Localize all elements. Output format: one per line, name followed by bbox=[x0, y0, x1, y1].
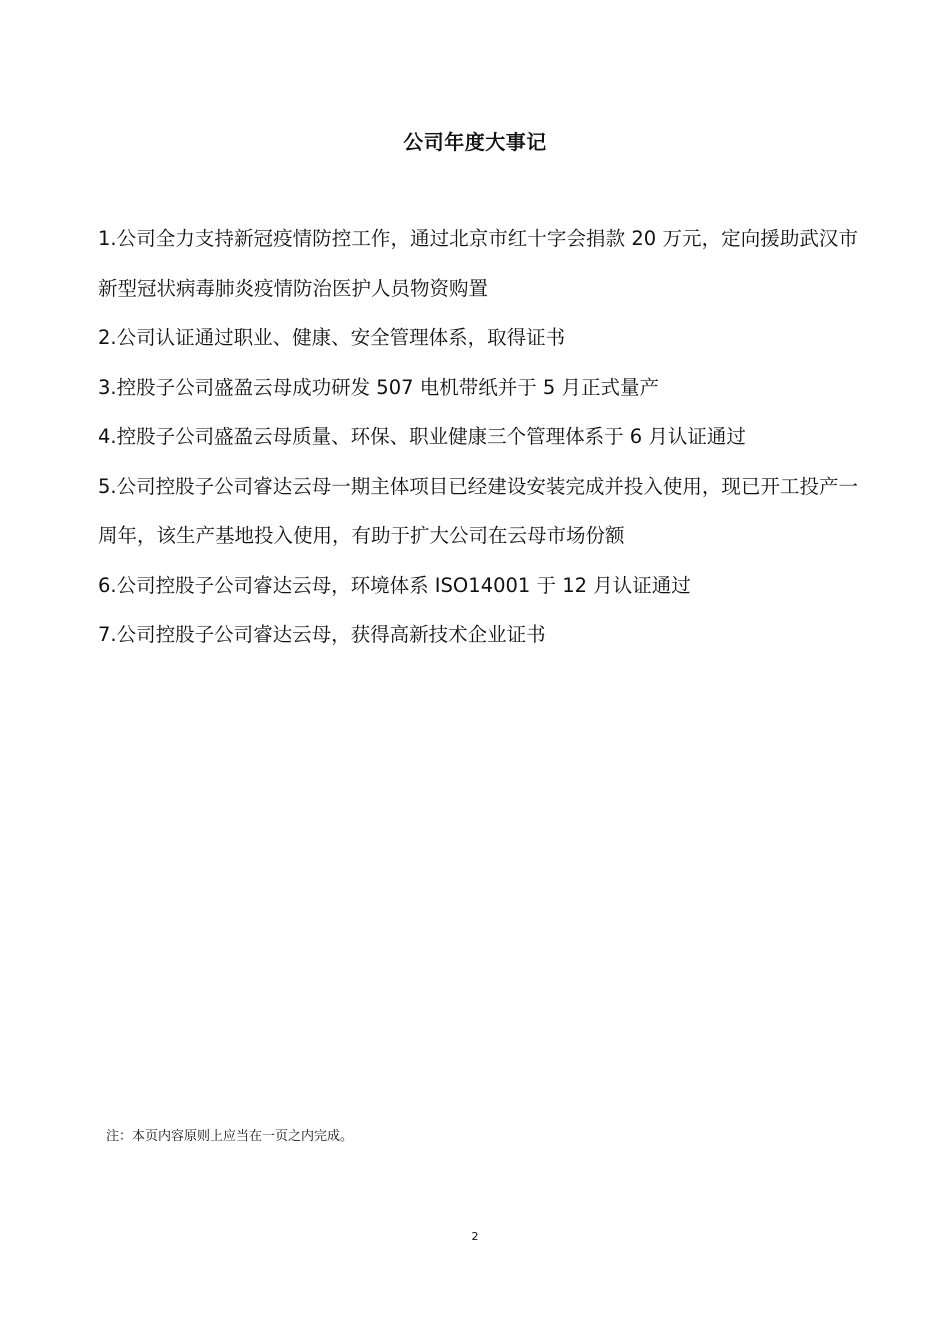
page-title: 公司年度大事记 bbox=[403, 130, 547, 154]
event-item-1: 1.公司全力支持新冠疫情防控工作，通过北京市红十字会捐款 20 万元，定向援助武汉市新型冠状病毒肺炎疫情防治医护人员物资购置 bbox=[98, 227, 858, 300]
event-item-2: 2.公司认证通过职业、健康、安全管理体系，取得证书 bbox=[98, 326, 566, 349]
event-item-7: 7.公司控股子公司睿达云母，获得高新技术企业证书 bbox=[98, 623, 546, 646]
event-item-3: 3.控股子公司盛盈云母成功研发 507 电机带纸并于 5 月正式量产 bbox=[98, 375, 660, 399]
event-item-4: 4.控股子公司盛盈云母质量、环保、职业健康三个管理体系于 6 月认证通过 bbox=[98, 425, 746, 448]
event-item-6: 6.公司控股子公司睿达云母，环境体系 ISO14001 于 12 月认证通过 bbox=[98, 573, 691, 597]
event-item-5: 5.公司控股子公司睿达云母一期主体项目已经建设安装完成并投入使用，现已开工投产一周年，该生产基地投入使用，有助于扩大公司在云母市场份额 bbox=[98, 474, 858, 547]
event-list bbox=[98, 214, 858, 660]
footnote: 注：本页内容原则上应当在一页之内完成。 bbox=[106, 1129, 354, 1144]
page-number: 2 bbox=[471, 1230, 479, 1243]
